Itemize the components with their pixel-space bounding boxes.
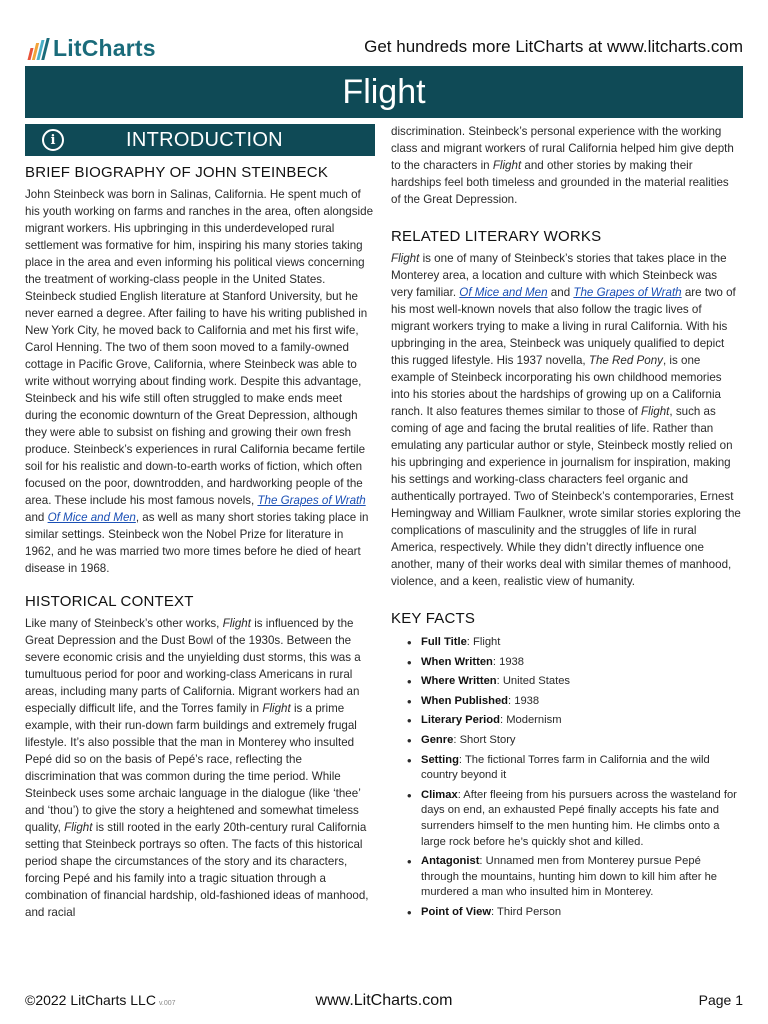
related-works-section <box>391 228 741 590</box>
key-fact-item: • Antagonist: Unnamed men from Monterey pursue Pepé through the mountains, hunting him down to kill him after he murdered a man who insulted him in Monterey. <box>407 854 741 901</box>
page-footer <box>25 990 743 1012</box>
key-fact-item: • When Written: 1938 <box>407 655 741 671</box>
biography-section <box>25 164 375 577</box>
historical-context-continued <box>391 123 741 208</box>
page-header <box>25 30 743 62</box>
biography-text: John Steinbeck was born in Salinas, California. He spent much of his youth working on farms and ranches in the area, often alongside migrant workers. His upbringing in this underdeveloped rural settlement was formative for him, inspiring his many stories taking place in the area and even informing his political views concerning the treatment of working-class people in the United States. Steinbeck studied English literature at Stanford University, but he never earned a degree. After failing to have his writing published in New York City, he moved back to California and met his first wife, Carol Henning. The two of them soon moved to a family-owned cottage in Pacific Grove, California, where Steinbeck was able to write without worrying about finding work. Despite this advantage, Steinbeck and his wife still often struggled to make ends meet during the economic downturn of the Great Depression, although they were able to subsist on fishing and growing their own fresh produce. Steinbeck’s experiences in rural California became fertile soil for his realistic and down-to-earth works of fiction, which often focused on the poor, downtrodden, and hardworking people of the area. These include his most famous novels, The Grapes of Wrath and Of Mice and Men, as well as many short stories taking place in similar settings. Steinbeck won the Nobel Prize for literature in 1962, and he was married two more times before he died of heart disease in 1968. <box>25 188 374 575</box>
key-facts-heading: KEY FACTS <box>391 610 476 627</box>
litcharts-logo[interactable] <box>29 34 156 60</box>
logo-bars-icon <box>29 38 47 60</box>
logo-text: LitCharts <box>53 35 156 61</box>
copyright: ©2022 LitCharts LLC v.007 <box>25 992 176 1008</box>
grapes-of-wrath-link[interactable]: The Grapes of Wrath <box>257 494 366 507</box>
footer-site-link[interactable]: www.LitCharts.com <box>315 992 453 1009</box>
related-works-text: Flight is one of many of Steinbeck’s stories that takes place in the Monterey area, a location and culture with which Steinbeck was very familiar. Of Mice and Men and The Grapes of Wrath are two of his most well-known novels that also follow the tragic lives of migrant workers trying to make a living in rural California. With his upbringing in the area, Steinbeck was uniquely qualified to depict this rugged lifestyle. His 1937 novella, The Red Pony, is one example of Steinbeck incorporating his own childhood memories into his stories about the hardships of growing up on a California ranch. It also features themes similar to those of Flight, such as coming of age and facing the brutal realities of life. Rather than emulating any particular author or style, Steinbeck mostly relied on his upbringing and experience in journalism for inspiration, making his settings and working-class characters feel organic and authentically portrayed. Two of Steinbeck’s contemporaries, Ernest Hemingway and William Faulkner, wrote similar stories exploring the complications of masculinity and the struggles of life in rural America, respectively. While they didn’t directly influence one another, many of their works deal with similar themes of manhood, violence, and a keen, realistic view of humanity. <box>391 252 741 588</box>
title-banner <box>25 66 743 118</box>
key-fact-item: • When Published: 1938 <box>407 694 741 710</box>
key-fact-item: • Climax: After fleeing from his pursuers across the wasteland for days on end, an exhausted Pepé finally accepts his fate and surrenders himself to the men hunting him. He climbs onto a large rock before he’s quickly shot and killed. <box>407 788 741 850</box>
left-column <box>25 124 375 937</box>
grapes-of-wrath-link[interactable]: The Grapes of Wrath <box>573 286 682 299</box>
historical-context-heading: HISTORICAL CONTEXT <box>25 593 194 610</box>
introduction-label: INTRODUCTION <box>126 128 283 151</box>
key-fact-item: • Full Title: Flight <box>407 635 741 651</box>
key-fact-item: • Where Written: United States <box>407 674 741 690</box>
key-facts-list <box>407 635 741 921</box>
right-column <box>391 123 741 937</box>
key-fact-item: • Genre: Short Story <box>407 733 741 749</box>
introduction-banner <box>25 124 375 156</box>
historical-context-section <box>25 593 375 921</box>
page-title: Flight <box>342 72 426 111</box>
version-label: v.007 <box>158 1000 176 1007</box>
key-fact-item: • Point of View: Third Person <box>407 905 741 921</box>
biography-heading: BRIEF BIOGRAPHY OF JOHN STEINBECK <box>25 164 329 181</box>
of-mice-and-men-link[interactable]: Of Mice and Men <box>47 511 136 524</box>
header-tagline[interactable]: Get hundreds more LitCharts at www.litcharts.com <box>364 37 743 56</box>
of-mice-and-men-link[interactable]: Of Mice and Men <box>459 286 548 299</box>
historical-context-continued-text: discrimination. Steinbeck’s personal experience with the working class and migrant workers of rural California helped him give depth to the characters in Flight and other stories by making their hardships feel both timeless and grounded in the material realities of the Great Depression. <box>391 125 734 206</box>
key-fact-item: • Setting: The fictional Torres farm in California and the wild country beyond it <box>407 753 741 784</box>
historical-context-text: Like many of Steinbeck’s other works, Flight is influenced by the Great Depression and the Dust Bowl of the 1930s. Between the severe economic crisis and the unyielding dust storms, this was a tumultuous period for poor and working-class Americans in rural areas, including many parts of California. Migrant workers had an especially difficult life, and the Torres family in Flight is a prime example, with their run-down farm buildings and extremely frugal lifestyle. It’s also possible that the man in Monterey who insulted Pepé did so on the basis of Pepé’s race, reflecting the discrimination that was common during the time period. While Steinbeck uses some archaic language in the dialogue (like ‘thee’ and ‘thou’) to give the story a heightened and somewhat timeless quality, Flight is still rooted in the early 20th-century rural California setting that Steinbeck portrays so often. The facts of this historical period shape the circumstances of the story and its characters, forcing Pepé and his family into a tragic situation through a combination of financial hardship, old-fashioned ideas of manhood, and racial <box>25 617 369 919</box>
key-facts-section <box>391 610 741 921</box>
info-icon: i <box>42 129 64 151</box>
key-fact-item: • Literary Period: Modernism <box>407 713 741 729</box>
page-number: Page 1 <box>698 992 743 1008</box>
related-works-heading: RELATED LITERARY WORKS <box>391 228 602 245</box>
